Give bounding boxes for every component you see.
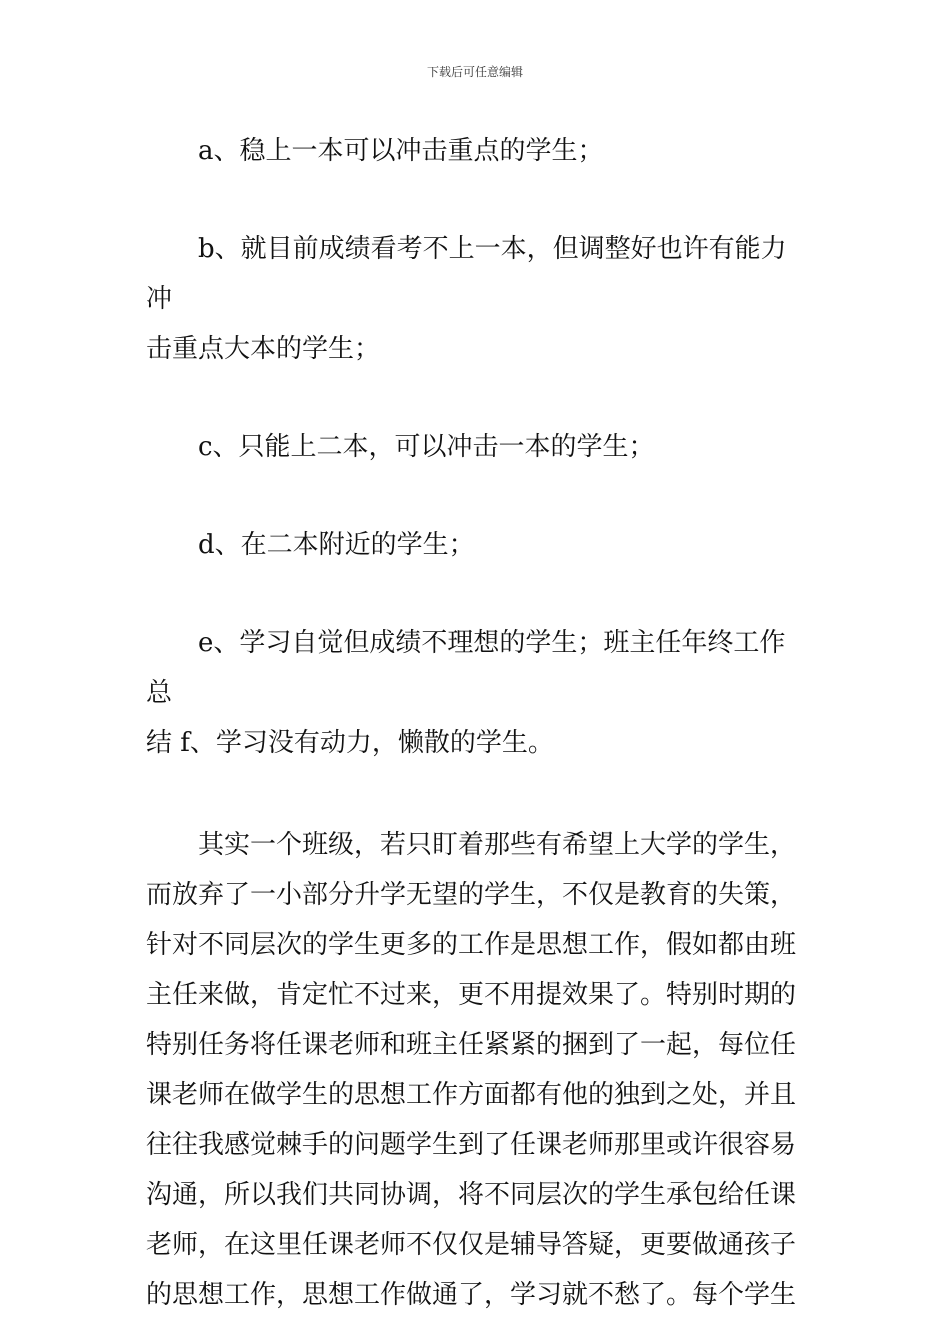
paragraph-a: a、稳上一本可以冲击重点的学生； (198, 136, 604, 166)
paragraph-b: b、就目前成绩看考不上一本，但调整好也许有能力冲 击重点大本的学生； (146, 234, 787, 364)
paragraph-main: 其实一个班级，若只盯着那些有希望上大学的学生， 而放弃了一小部分升学无望的学生，不仅是教育的失策， 针对不同层次的学生更多的工作是思想工作，假如都由班 主任来做，肯定忙不过来，更不用提效果了。特别时期的 特别任务将任课老师和班主任紧紧的捆到了一起，每位任 课老师在做学生的思想工作方面都有他的独到之处，并且 往往我感觉棘手的问题学生到了任课老师那里或许很容易 沟通，所以我们共同协调，将不同层次的学生承包给任课 老师，在这里任课老师不仅仅是辅导答疑，更要做通孩子 的思想工作，思想工作做通了，学习就不愁了。每个学生 (146, 830, 797, 1310)
page-header: 下载后可任意编辑 (426, 65, 523, 79)
paragraph-c: c、只能上二本，可以冲击一本的学生； (198, 432, 655, 462)
document-body (146, 126, 810, 1320)
paragraph-e: e、学习自觉但成绩不理想的学生；班主任年终工作总 结 f、学习没有动力，懒散的学生。 (146, 628, 786, 758)
paragraph-d: d、在二本附近的学生； (198, 530, 475, 560)
